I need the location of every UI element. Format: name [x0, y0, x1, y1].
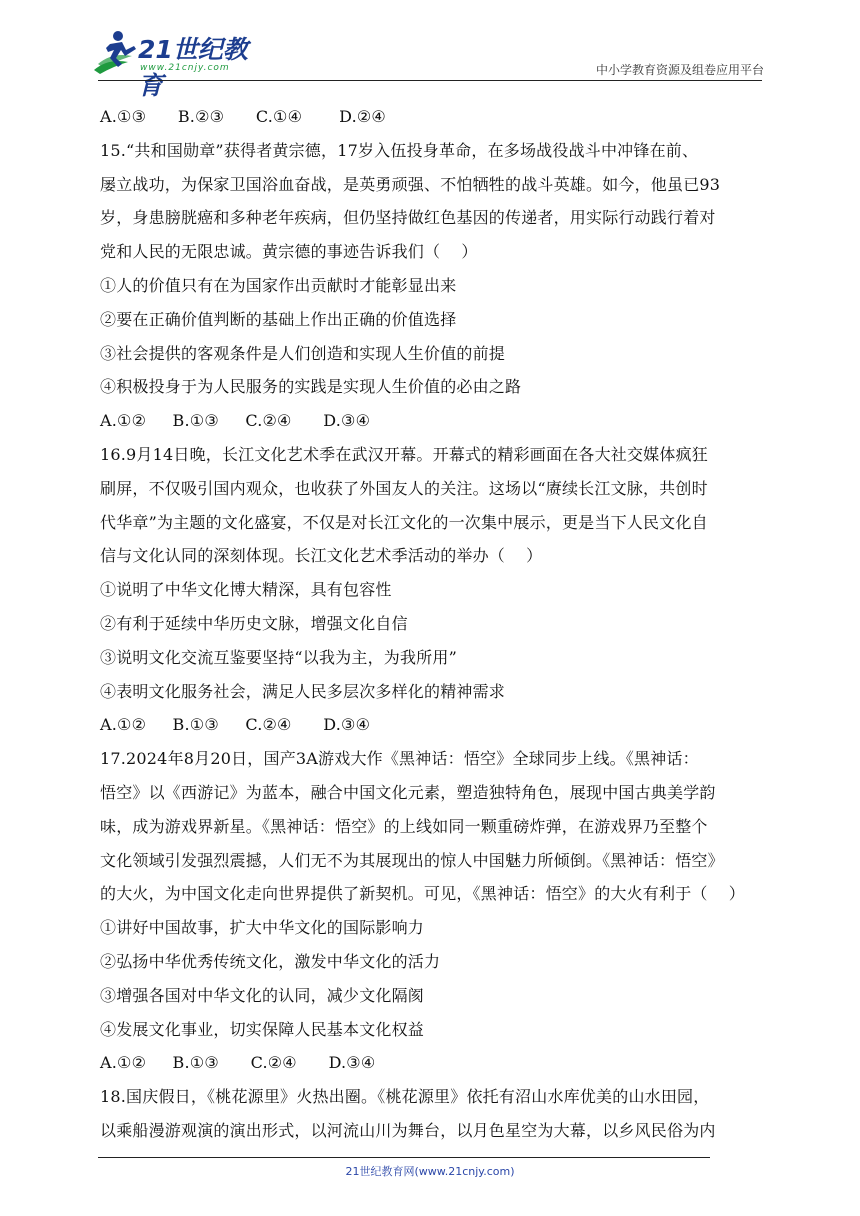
question-16-text: 16.9月14日晚，长江文化艺术季在武汉开幕。开幕式的精彩画面在各大社交媒体疯狂	[100, 444, 708, 464]
statement-item: ①讲好中国故事，扩大中华文化的国际影响力	[100, 918, 425, 938]
answer-options: A.①② B.①③ C.②④ D.③④	[100, 715, 371, 735]
question-16-text: 信与文化认同的深刻体现。长江文化艺术季活动的举办（ ）	[100, 546, 543, 566]
statement-item: ①人的价值只有在为国家作出贡献时才能彰显出来	[100, 275, 457, 295]
logo-url: www.21cnjy.com	[140, 63, 230, 73]
question-16-text: 代华章”为主题的文化盛宴，不仅是对长江文化的一次集中展示，更是当下人民文化自	[100, 512, 708, 532]
question-15-text: 党和人民的无限忠诚。黄宗德的事迹告诉我们（ ）	[100, 242, 478, 262]
question-17-text: 悟空》以《西游记》为蓝本，融合中国文化元素，塑造独特角色，展现中国古典美学韵	[100, 782, 716, 802]
question-15-text: 屡立战功，为保家卫国浴血奋战，是英勇顽强、不怕牺牲的战斗英雄。如今，他虽已93	[100, 174, 721, 194]
statement-item: ④发展文化事业，切实保障人民基本文化权益	[100, 1019, 425, 1039]
footer-divider	[98, 1157, 710, 1158]
question-17-text: 味，成为游戏界新星。《黑神话：悟空》的上线如同一颗重磅炸弹，在游戏界乃至整个	[100, 816, 708, 836]
statement-item: ②要在正确价值判断的基础上作出正确的价值选择	[100, 309, 457, 329]
question-17-text: 的大火，为中国文化走向世界提供了新契机。可见，《黑神话：悟空》的大火有利于（ ）	[100, 884, 745, 904]
question-18-text: 以乘船漫游观演的演出形式，以河流山川为舞台，以月色星空为大幕，以乡风民俗为内	[100, 1120, 716, 1140]
logo-text: 21世纪教育	[138, 35, 248, 100]
statement-item: ①说明了中华文化博大精深，具有包容性	[100, 580, 392, 600]
question-17-text: 文化领域引发强烈震撼，人们无不为其展现出的惊人中国魅力所倾倒。《黑神话：悟空》	[100, 850, 724, 870]
answer-options: A.①② B.①③ C.②④ D.③④	[100, 1053, 376, 1073]
statement-item: ③说明文化交流互鉴要坚持“以我为主，为我所用”	[100, 647, 457, 667]
question-17-text: 17.2024年8月20日，国产3A游戏大作《黑神话：悟空》全球同步上线。《黑神话：	[100, 749, 699, 769]
statement-item: ②弘扬中华优秀传统文化，激发中华文化的活力	[100, 951, 441, 971]
question-18-text: 18.国庆假日，《桃花源里》火热出圈。《桃花源里》依托有沼山水库优美的山水田园，	[100, 1087, 710, 1107]
answer-options: A.①② B.①③ C.②④ D.③④	[100, 411, 371, 431]
page-header	[0, 0, 860, 100]
runner-logo-icon	[88, 28, 140, 78]
statement-item: ③增强各国对中华文化的认同，减少文化隔阂	[100, 985, 425, 1005]
header-divider	[98, 80, 762, 81]
statement-item: ④表明文化服务社会，满足人民多层次多样化的精神需求	[100, 681, 506, 701]
statement-item: ④积极投身于为人民服务的实践是实现人生价值的必由之路	[100, 377, 522, 397]
site-logo[interactable]	[88, 28, 268, 100]
question-content	[100, 100, 765, 1148]
statement-item: ③社会提供的客观条件是人们创造和实现人生价值的前提	[100, 343, 506, 363]
question-15-text: 岁，身患膀胱癌和多种老年疾病，但仍坚持做红色基因的传递者，用实际行动践行着对	[100, 208, 716, 228]
statement-item: ②有利于延续中华历史文脉，增强文化自信	[100, 613, 408, 633]
footer-link[interactable]: 21世纪教育网(www.21cnjy.com)	[345, 1165, 515, 1178]
question-15-text: 15.“共和国勋章”获得者黄宗德，17岁入伍投身革命，在多场战役战斗中冲锋在前、	[100, 140, 699, 160]
platform-name: 中小学教育资源及组卷应用平台	[595, 63, 764, 77]
question-16-text: 刷屏，不仅吸引国内观众，也收获了外国友人的关注。这场以“赓续长江文脉，共创时	[100, 478, 708, 498]
answer-options: A.①③ B.②③ C.①④ D.②④	[100, 107, 386, 126]
